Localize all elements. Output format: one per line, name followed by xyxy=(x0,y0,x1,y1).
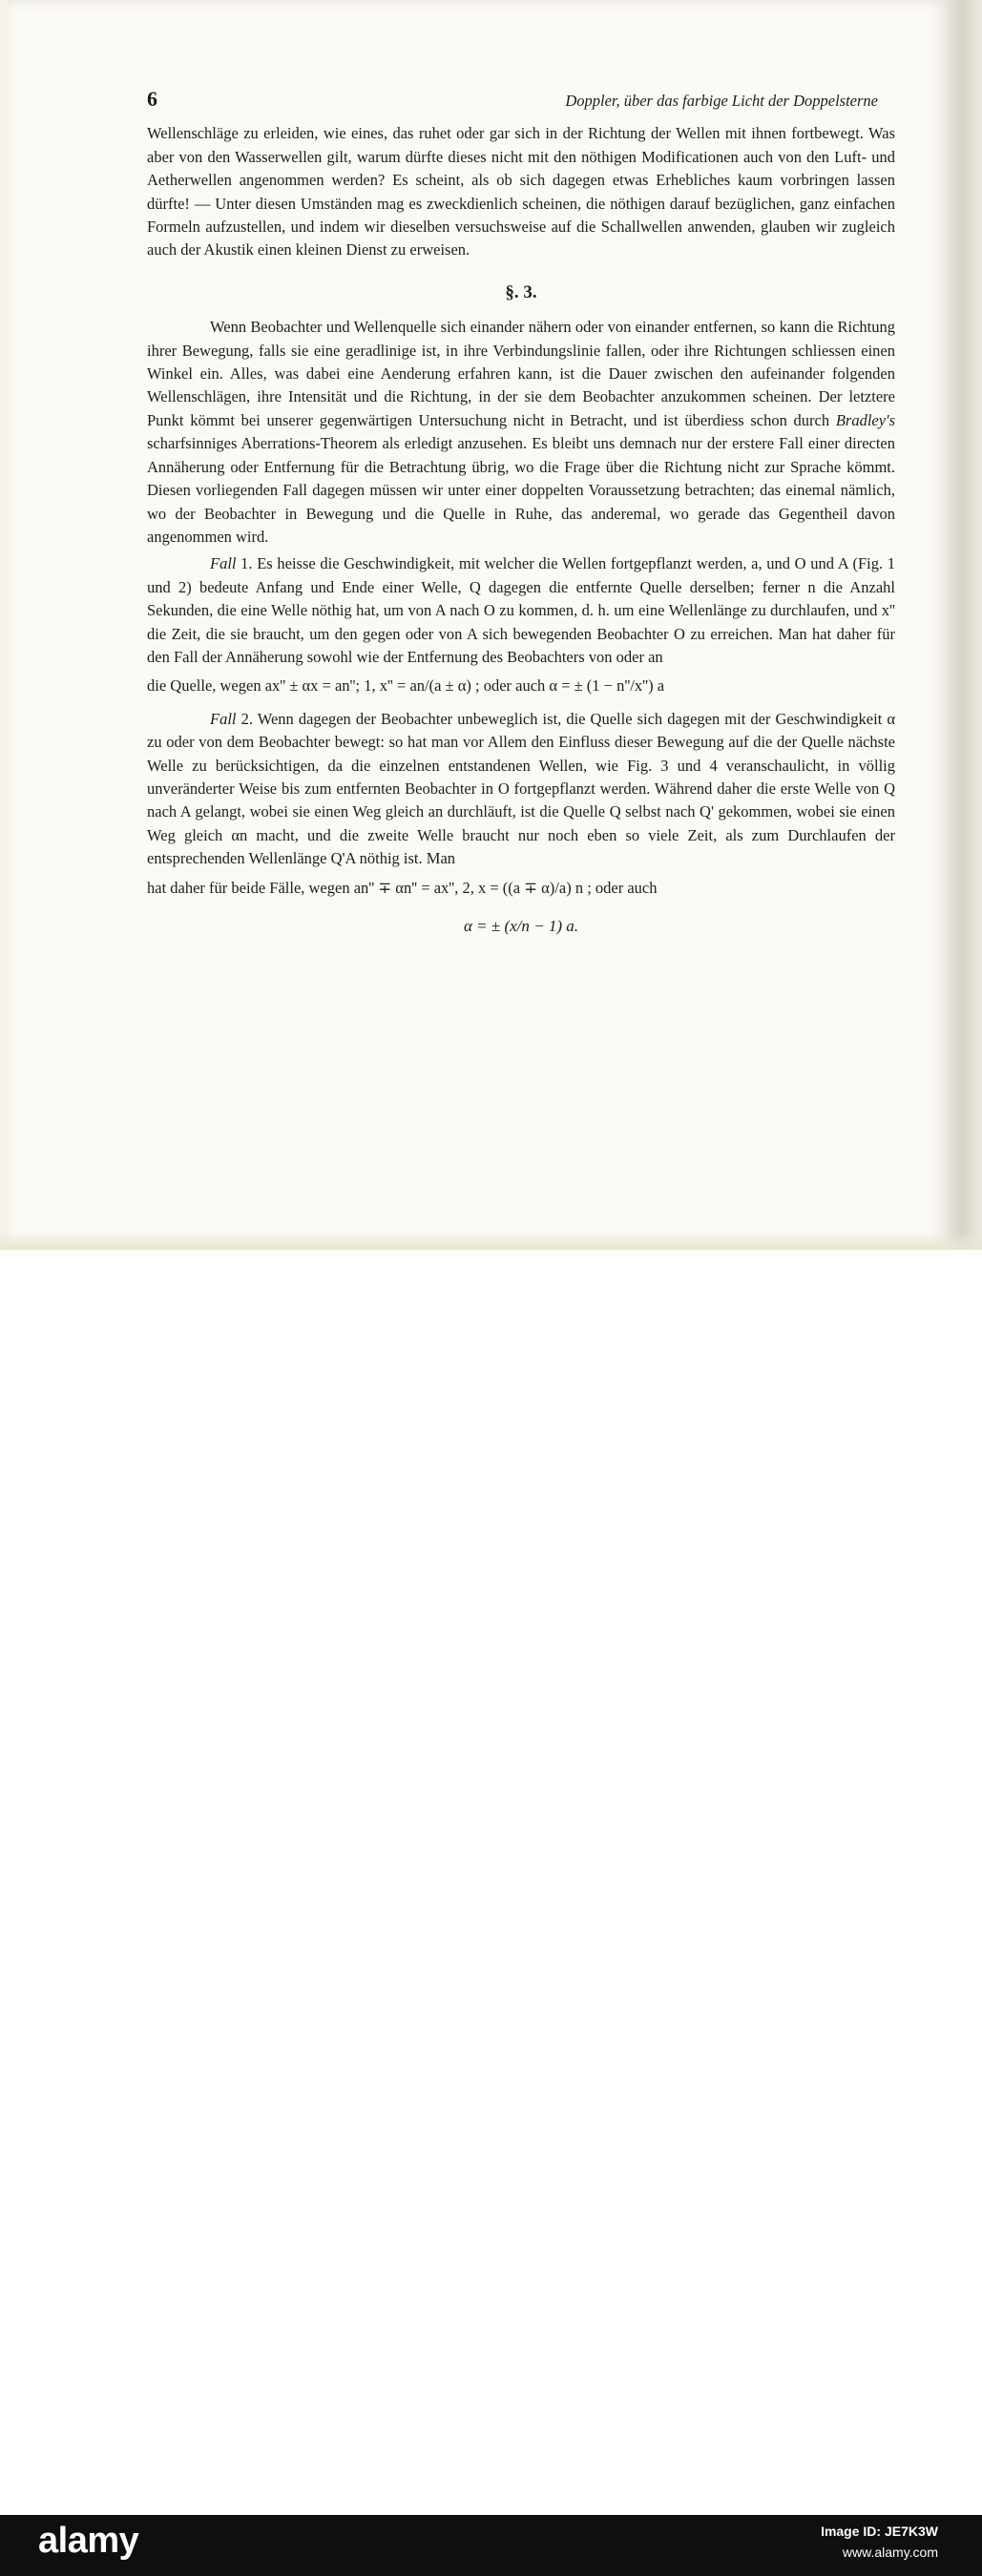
paragraph-2-part-a: Wenn Beobachter und Wellenquelle sich einander nähern oder von einander entfernen, so kann die Richtung ihrer Bewegung, falls sie eine geradlinige ist, in ihre Verbindungslinie fallen, oder ihre Richtungen schliessen einen Winkel ein. Alles, was dabei eine Aenderung erfahren kann, ist die Dauer zwischen den aufeinander folgenden Wellenschlägen, ihre Intensität und die Richtung, in der sie dem Beobachter anzukommen scheinen. Der letztere Punkt kömmt bei unserer gegenwärtigen Untersuchung nicht in Betracht, und ist überdiess schon durch xyxy=(147,318,895,429)
alamy-logo: alamy xyxy=(38,2521,139,2561)
fall-1-label: Fall xyxy=(210,554,237,573)
bradley-name: Bradley's xyxy=(835,410,895,429)
paragraph-2-part-b: scharfsinniges Aberrations-Theorem als erledigt anzusehen. Es bleibt uns demnach nur der erstere Fall einer directen Annäherung oder Entfernung für die Betrachtung übrig, wo die Frage über die Richtung nicht zur Sprache kömmt. Diesen vorliegenden Fall dagegen müssen wir unter einer doppelten Voraussetzung betrachten; das einemal nämlich, wo der Beobachter in Bewegung und die Quelle in Ruhe, das anderemal, wo gerade das Gegentheil davon angenommen wird. xyxy=(147,434,895,546)
page-bottom-edge xyxy=(0,1231,982,1250)
page-content xyxy=(147,88,895,938)
fall-2-paragraph xyxy=(147,708,895,871)
header-title: Doppler, über das farbige Licht der Doppelsterne xyxy=(565,92,878,110)
fall-1-text: 1. Es heisse die Geschwindigkeit, mit welcher die Wellen fortgepflanzt werden, a, und O und A (Fig. 1 und 2) bedeute Anfang und Ende einer Welle, Q dagegen die entfernte Quelle derselben; ferner n die Anzahl Sekunden, die eine Welle nöthig hat, um von A nach O zu kommen, d. h. um eine Wellenlänge zu durchlaufen, und x'' die Zeit, die sie braucht, um den gegen oder von A sich bewegenden Beobachter O zu erreichen. Man hat daher für den Fall der Annäherung sowohl wie der Entfernung des Beobachters von oder an xyxy=(147,554,895,666)
section-heading: §. 3. xyxy=(505,281,537,302)
final-formula: α = ± (x/n − 1) a. xyxy=(463,917,579,935)
running-head xyxy=(147,88,895,113)
fall-2-formula: hat daher für beide Fälle, wegen an'' ∓ αn'' = ax'', 2, x = ((a ∓ α)/a) n ; oder auch xyxy=(147,878,658,897)
book-page xyxy=(8,0,949,1248)
fall-1-formula: die Quelle, wegen ax'' ± αx = an''; 1, x'' = an/(a ± α) ; oder auch α = ± (1 − n''/x'') a xyxy=(147,676,665,696)
page-gutter xyxy=(949,0,982,1250)
image-id-block xyxy=(821,2521,938,2563)
paragraph-2 xyxy=(147,316,895,549)
fall-2-text: 2. Wenn dagegen der Beobachter unbeweglich ist, die Quelle sich dagegen mit der Geschwindigkeit α zu oder von dem Beobachter bewegt: so hat man vor Allem den Einfluss dieser Bewegung auf die der Quelle nächste Welle zu berücksichtigen, da die einzelnen entstandenen Wellen, wie Fig. 3 und 4 veranschaulicht, in völlig unveränderter Weise bis zum entfernten Beobachter in O fortgepflanzt werden. Während daher die erste Welle von Q nach A gelangt, wobei sie einen Weg gleich an durchläuft, ist die Quelle Q selbst nach Q' gekommen, wobei sie einen Weg gleich αn macht, und die zweite Welle braucht nur noch eben so viele Zeit, als zum Durchlaufen der entsprechenden Wellenlänge Q'A nöthig ist. Man xyxy=(147,709,895,868)
footer xyxy=(0,1250,982,2561)
page-number: 6 xyxy=(147,87,157,111)
watermark-banner xyxy=(0,2515,982,2576)
image-url: www.alamy.com xyxy=(842,2545,938,2560)
paragraph-1: Wellenschläge zu erleiden, wie eines, das ruhet oder gar sich in der Richtung der Wellen mit ihnen fortbewegt. Was aber von den Wasserwellen gilt, warum dürfte dieses nicht mit den nöthigen Modificationen auch von den Luft- und Aetherwellen angenommen werden? Es scheint, als ob sich dagegen etwas Erhebliches kaum vorbringen lassen dürfte! — Unter diesen Umständen mag es zweckdienlich scheinen, die nöthigen darauf bezüglichen, ganz einfachen Formeln aufzustellen, und indem wir dieselben versuchsweise auf die Schallwellen anwenden, glauben wir zugleich auch der Akustik einen kleinen Dienst zu erweisen. xyxy=(147,124,895,260)
fall-1-paragraph xyxy=(147,552,895,669)
fall-2-label: Fall xyxy=(210,709,237,728)
image-id: Image ID: JE7K3W xyxy=(821,2524,938,2539)
scanned-page-background xyxy=(0,0,982,1250)
